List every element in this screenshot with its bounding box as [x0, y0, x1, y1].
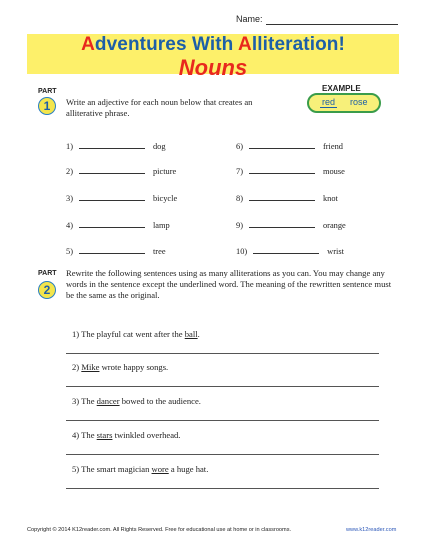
sentence-text: 1) The playful cat went after the — [72, 329, 185, 339]
adjective-blank[interactable] — [79, 227, 145, 228]
underlined-word: stars — [96, 430, 113, 440]
item-number: 5) — [66, 247, 73, 256]
underlined-word: ball — [184, 329, 198, 339]
noun-word: knot — [322, 194, 338, 203]
item-number: 4) — [66, 221, 73, 230]
item-number: 3) — [66, 194, 73, 203]
item-number: 2) — [66, 167, 73, 176]
example-oval — [307, 93, 381, 113]
adjective-blank[interactable] — [249, 200, 315, 201]
name-label: Name: — [236, 14, 263, 24]
noun-word: orange — [322, 221, 346, 230]
sentence-text-end: wrote happy songs. — [99, 362, 169, 372]
sentence-text: 2) — [72, 362, 82, 372]
item-number: 6) — [236, 142, 243, 151]
adjective-blank[interactable] — [79, 173, 145, 174]
adjective-blank[interactable] — [249, 227, 315, 228]
noun-word: picture — [152, 167, 177, 176]
adjective-blank[interactable] — [79, 148, 145, 149]
underlined-word: dancer — [96, 396, 120, 406]
answer-line[interactable] — [66, 386, 379, 387]
sentence — [72, 430, 180, 440]
title-part2: lliteration! — [251, 34, 345, 55]
footer-site-link[interactable]: www.k12reader.com — [346, 527, 397, 533]
answer-line[interactable] — [66, 454, 379, 455]
noun-word: mouse — [322, 167, 345, 176]
noun-item — [66, 167, 176, 176]
part1-instructions: Write an adjective for each noun below that creates an alliterative phrase. — [66, 97, 253, 118]
sentence-text-end: . — [197, 329, 200, 339]
sentence — [72, 329, 200, 339]
part2-number: 2 — [38, 281, 56, 299]
noun-word: wrist — [327, 247, 344, 256]
part1-label: PART — [38, 88, 57, 95]
noun-item — [236, 221, 346, 230]
item-number: 9) — [236, 221, 243, 230]
title-part1: dventures With — [94, 34, 239, 55]
noun-item — [66, 194, 177, 203]
noun-word: bicycle — [152, 194, 178, 203]
item-number: 10) — [236, 247, 248, 256]
page-subtitle: Nouns — [178, 55, 248, 80]
part2-instructions: Rewrite the following sentences using as many alliterations as you can. You may change any words in the sentence except the underlined word. The meaning of the rewritten sentence must be the same as the original. — [66, 268, 392, 300]
noun-word: friend — [322, 142, 343, 151]
part1-number: 1 — [38, 97, 56, 115]
answer-line[interactable] — [66, 488, 379, 489]
adjective-blank[interactable] — [249, 148, 315, 149]
example-label: EXAMPLE — [322, 84, 361, 93]
noun-word: lamp — [152, 221, 170, 230]
example-noun: rose — [350, 97, 368, 107]
item-number: 7) — [236, 167, 243, 176]
noun-item — [236, 167, 345, 176]
part2-label: PART — [38, 270, 57, 277]
underlined-word: Mike — [81, 362, 100, 372]
title-cap-a2: A — [238, 34, 252, 55]
underlined-word: wore — [151, 464, 169, 474]
noun-item — [236, 247, 344, 256]
sentence-text: 3) The — [72, 396, 97, 406]
sentence-text: 4) The — [72, 430, 97, 440]
noun-item — [66, 142, 166, 151]
noun-item — [236, 194, 338, 203]
footer-copyright: Copyright © 2014 K12reader.com. All Rights Reserved. Free for educational use at home or in classrooms. — [27, 527, 292, 533]
noun-word: dog — [152, 142, 166, 151]
sentence — [72, 464, 208, 474]
sentence — [72, 362, 168, 372]
item-number: 1) — [66, 142, 73, 151]
example-adjective: red — [322, 97, 336, 107]
adjective-blank[interactable] — [249, 173, 315, 174]
noun-item — [236, 142, 343, 151]
sentence-text-end: twinkled overhead. — [112, 430, 181, 440]
sentence — [72, 396, 201, 406]
answer-line[interactable] — [66, 353, 379, 354]
noun-item — [66, 221, 170, 230]
page-title — [27, 34, 399, 56]
adjective-blank[interactable] — [79, 253, 145, 254]
title-cap-a1: A — [81, 34, 95, 55]
sentence-text-end: a huge hat. — [168, 464, 209, 474]
sentence-text-end: bowed to the audience. — [119, 396, 201, 406]
adjective-blank[interactable] — [253, 253, 319, 254]
noun-item — [66, 247, 166, 256]
item-number: 8) — [236, 194, 243, 203]
answer-line[interactable] — [66, 420, 379, 421]
noun-word: tree — [152, 247, 166, 256]
sentence-text: 5) The smart magician — [72, 464, 152, 474]
adjective-blank[interactable] — [79, 200, 145, 201]
name-line — [266, 24, 398, 25]
